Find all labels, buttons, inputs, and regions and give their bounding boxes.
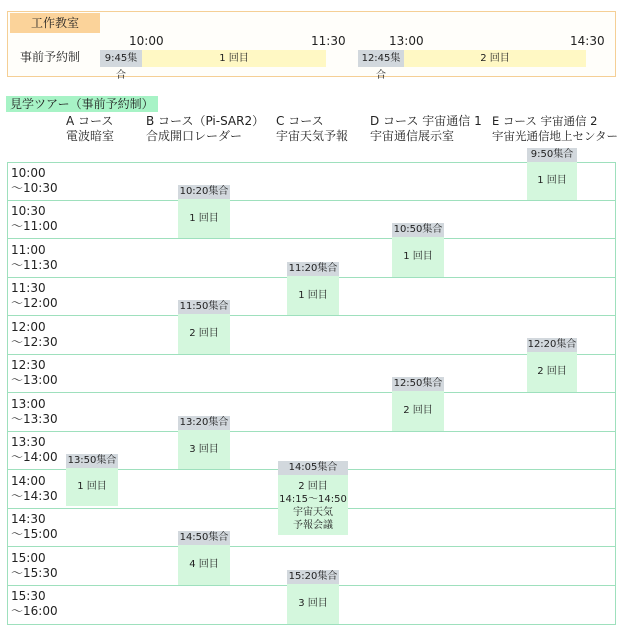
tour-session-block xyxy=(278,475,348,535)
tour-session-block: 3 回目 xyxy=(287,584,339,624)
course-name: E コース 宇宙通信 2 xyxy=(492,114,598,128)
meet-time-badge: 10:20集合 xyxy=(179,186,229,197)
workshop-title: 工作教室 xyxy=(10,13,100,33)
row-divider xyxy=(8,315,615,316)
row-divider xyxy=(8,431,615,432)
time-slot: 12:00 ～12:30 xyxy=(11,320,58,349)
course-name: C コース xyxy=(276,114,324,128)
time-slot: 14:00 ～14:30 xyxy=(11,474,58,503)
tour-session-block: 1 回目 xyxy=(392,237,444,277)
course-name: B コース（Pi-SAR2） xyxy=(146,114,265,128)
row-divider xyxy=(8,354,615,355)
workshop-time-label: 13:00 xyxy=(389,34,424,48)
workshop-time-label: 11:30 xyxy=(311,34,346,48)
course-facility: 宇宙光通信地上センター xyxy=(492,129,619,143)
time-slot: 15:30 ～16:00 xyxy=(11,589,58,618)
meet-time-badge: 14:50集合 xyxy=(179,532,229,543)
workshop-time-label: 10:00 xyxy=(129,34,164,48)
time-slot: 12:30 ～13:00 xyxy=(11,358,58,387)
time-slot: 10:30 ～11:00 xyxy=(11,204,58,233)
workshop-meet-time: 9:45集合 xyxy=(100,50,142,67)
time-slot: 14:30 ～15:00 xyxy=(11,512,58,541)
row-divider xyxy=(8,238,615,239)
tour-session-block: 1 回目 xyxy=(287,276,339,315)
tour-schedule-grid xyxy=(7,162,616,625)
tour-session-block: 2 回目 xyxy=(392,391,444,431)
meet-time-badge: 9:50集合 xyxy=(527,148,577,162)
course-facility: 合成開口レーダー xyxy=(146,129,243,143)
row-divider xyxy=(8,200,615,201)
meet-time-badge: 12:50集合 xyxy=(393,378,443,389)
course-facility: 電波暗室 xyxy=(66,129,115,143)
tour-session-block: 2 回目 xyxy=(178,314,230,354)
time-slot: 11:30 ～12:00 xyxy=(11,281,58,310)
course-name: A コース xyxy=(66,114,114,128)
time-slot: 11:00 ～11:30 xyxy=(11,243,58,272)
meet-time-badge: 11:50集合 xyxy=(179,301,229,312)
course-e-header xyxy=(492,114,618,144)
time-slot: 10:00 ～10:30 xyxy=(11,166,58,195)
session-note-time: 14:15～14:50 xyxy=(279,494,347,505)
tour-session-block: 3 回目 xyxy=(178,430,230,469)
course-c-header xyxy=(276,114,348,144)
time-slot: 13:00 ～13:30 xyxy=(11,397,58,426)
course-d-header xyxy=(370,114,482,144)
session-label: 2 回目 xyxy=(298,481,328,492)
tour-session-block: 1 回目 xyxy=(178,199,230,238)
tour-title: 見学ツアー（事前予約制） xyxy=(6,96,158,112)
tour-session-block: 1 回目 xyxy=(527,162,577,200)
time-slot: 15:00 ～15:30 xyxy=(11,551,58,580)
course-a-header xyxy=(66,114,114,144)
meet-time-badge: 14:05集合 xyxy=(278,461,348,475)
row-divider xyxy=(8,546,615,547)
meet-time-badge: 12:20集合 xyxy=(527,339,577,350)
meet-time-badge: 13:20集合 xyxy=(179,417,229,428)
workshop-session-label: 2 回目 xyxy=(480,53,510,64)
course-facility: 宇宙通信展示室 xyxy=(370,129,455,143)
workshop-reservation-label: 事前予約制 xyxy=(20,50,81,64)
tour-session-block: 1 回目 xyxy=(66,468,118,506)
meet-time-badge: 15:20集合 xyxy=(288,571,338,582)
row-divider xyxy=(8,392,615,393)
course-name: D コース 宇宙通信 1 xyxy=(370,114,482,128)
workshop-session-label: 1 回目 xyxy=(219,53,249,64)
time-slot: 13:30 ～14:00 xyxy=(11,435,58,464)
meet-time-badge: 13:50集合 xyxy=(67,455,117,466)
course-b-header xyxy=(146,114,264,144)
meet-time-badge: 11:20集合 xyxy=(288,263,338,274)
workshop-time-label: 14:30 xyxy=(570,34,605,48)
session-note: 予報会議 xyxy=(293,520,333,531)
meet-time-badge: 10:50集合 xyxy=(393,224,443,235)
session-note: 宇宙天気 xyxy=(293,507,333,518)
course-facility: 宇宙天気予報 xyxy=(276,129,349,143)
workshop-meet-time: 12:45集合 xyxy=(358,50,404,67)
tour-session-block: 2 回目 xyxy=(527,352,577,392)
tour-session-block: 4 回目 xyxy=(178,545,230,585)
